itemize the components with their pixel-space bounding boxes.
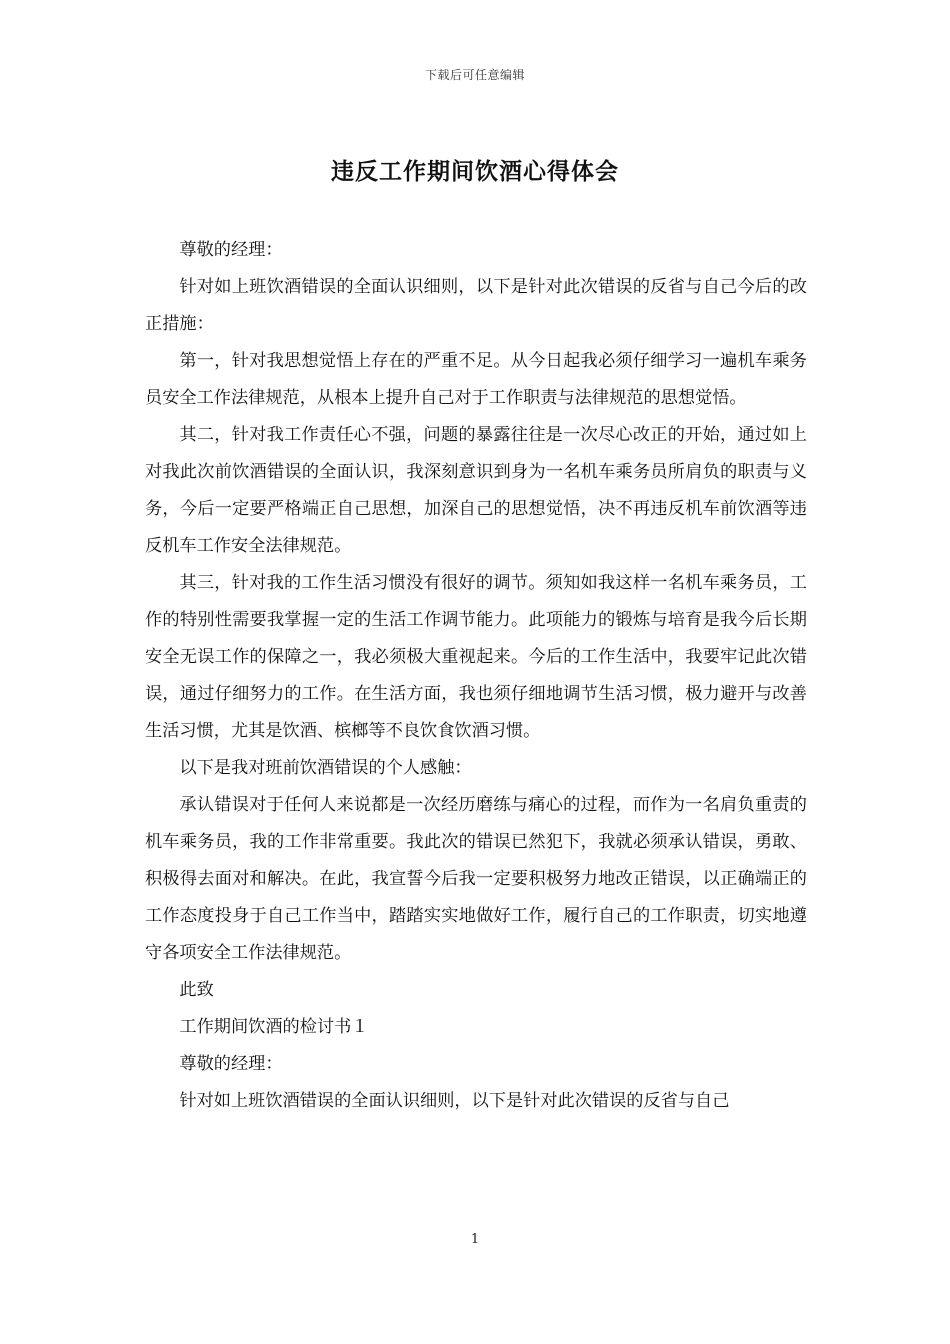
paragraph-feelings-heading: 以下是我对班前饮酒错误的个人感触： xyxy=(179,758,472,778)
paragraph-first: 第一，针对我思想觉悟上存在的严重不足。从今日起我必须仔细学习一遍机车乘务员安全工作法律规范，从根本上提升自己对于工作职责与法律规范的思想觉悟。 xyxy=(145,351,807,408)
salutation: 尊敬的经理： xyxy=(179,240,283,260)
page-number: 1 xyxy=(470,1232,480,1247)
page-header: 下载后可任意编辑 xyxy=(424,68,525,82)
closing: 此致 xyxy=(179,980,214,1000)
document-body xyxy=(145,232,807,1120)
salutation-2: 尊敬的经理： xyxy=(179,1054,283,1074)
document-title: 违反工作期间饮酒心得体会 xyxy=(331,158,619,185)
paragraph-intro: 针对如上班饮酒错误的全面认识细则，以下是针对此次错误的反省与自己今后的改正措施： xyxy=(145,277,807,334)
paragraph-second: 其二，针对我工作责任心不强，问题的暴露往往是一次尽心改正的开始，通过如上对我此次前饮酒错误的全面认识，我深刻意识到身为一名机车乘务员所肩负的职责与义务，今后一定要严格端正自己思想，加深自己的思想觉悟，决不再违反机车前饮酒等违反机车工作安全法律规范。 xyxy=(145,425,807,556)
paragraph-feelings: 承认错误对于任何人来说都是一次经历磨练与痛心的过程，而作为一名肩负重责的机车乘务员，我的工作非常重要。我此次的错误已然犯下，我就必须承认错误，勇敢、积极得去面对和解决。在此，我宣誓今后我一定要积极努力地改正错误，以正确端正的工作态度投身于自己工作当中，踏踏实实地做好工作，履行自己的工作职责，切实地遵守各项安全工作法律规范。 xyxy=(145,795,807,963)
paragraph-intro-2: 针对如上班饮酒错误的全面认识细则，以下是针对此次错误的反省与自己 xyxy=(179,1091,730,1111)
subtitle-review: 工作期间饮酒的检讨书１ xyxy=(179,1017,369,1037)
paragraph-third: 其三，针对我的工作生活习惯没有很好的调节。须知如我这样一名机车乘务员，工作的特别性需要我掌握一定的生活工作调节能力。此项能力的锻炼与培育是我今后长期安全无误工作的保障之一，我必须极大重视起来。今后的工作生活中，我要牢记此次错误，通过仔细努力的工作。在生活方面，我也须仔细地调节生活习惯，极力避开与改善生活习惯，尤其是饮酒、槟榔等不良饮食饮酒习惯。 xyxy=(145,573,807,741)
